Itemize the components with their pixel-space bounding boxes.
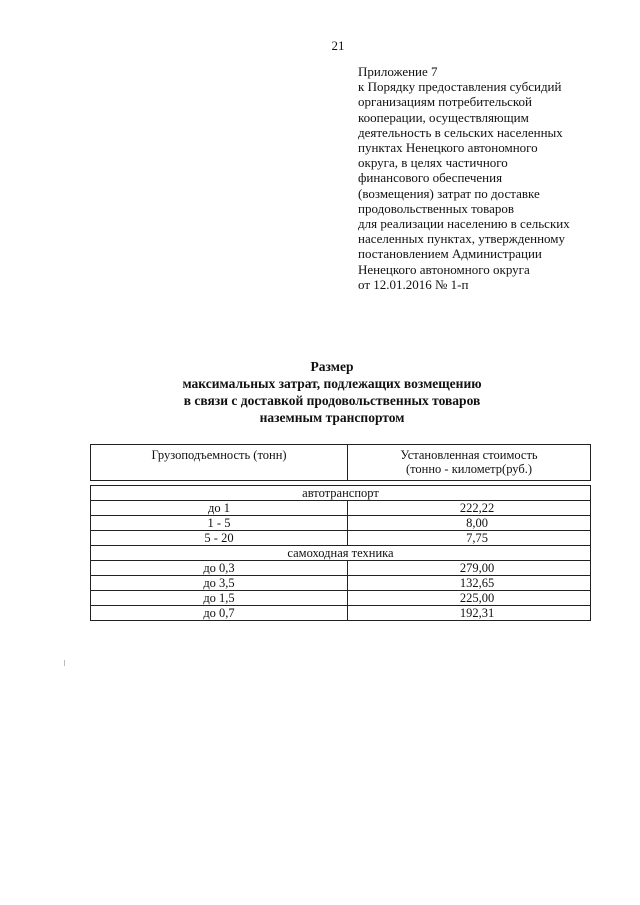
section-row (91, 546, 591, 561)
capacity-cell: 1 - 5 (91, 516, 348, 531)
header-cost-line: (тонно - километр(руб.) (405, 462, 533, 476)
appendix-line: для реализации населению в сельских (358, 216, 570, 232)
appendix-line: организациям потребительской (358, 94, 533, 110)
header-cost (348, 445, 591, 481)
appendix-line: кооперации, осуществляющим (358, 109, 529, 125)
cost-cell: 8,00 (348, 516, 591, 531)
appendix-line: деятельность в сельских населенных (358, 124, 563, 140)
heading-line: в связи с доставкой продовольственных товаров (183, 393, 481, 408)
header-capacity: Грузоподъемность (тонн) (91, 445, 348, 481)
header-cost-line: Установленная стоимость (400, 448, 538, 462)
table-row (91, 591, 591, 606)
capacity-cell: до 3,5 (91, 576, 348, 591)
table-row (91, 576, 591, 591)
appendix-line: от 12.01.2016 № 1-п (358, 276, 469, 292)
cost-cell: 225,00 (348, 591, 591, 606)
cost-cell: 132,65 (348, 576, 591, 591)
cost-cell: 222,22 (348, 501, 591, 516)
capacity-cell: 5 - 20 (91, 531, 348, 546)
table-row (91, 516, 591, 531)
section-row (91, 486, 591, 501)
heading-line: максимальных затрат, подлежащих возмещению (182, 376, 482, 391)
table-row (91, 561, 591, 576)
scan-artifact (64, 660, 65, 666)
appendix-line: (возмещения) затрат по доставке (358, 185, 540, 201)
capacity-cell: до 0,3 (91, 561, 348, 576)
capacity-cell: до 1,5 (91, 591, 348, 606)
table-row (91, 531, 591, 546)
section-label: самоходная техника (91, 546, 591, 561)
document-heading (0, 358, 640, 426)
heading-line: Размер (310, 359, 354, 374)
appendix-block (358, 64, 608, 292)
appendix-line: финансового обеспечения (358, 170, 503, 186)
section-label: автотранспорт (91, 486, 591, 501)
appendix-line: к Порядку предоставления субсидий (358, 79, 562, 95)
appendix-line: Приложение 7 (358, 64, 438, 79)
capacity-cell: до 0,7 (91, 606, 348, 621)
table-row (91, 501, 591, 516)
table-header-row (91, 445, 591, 481)
appendix-line: пунктах Ненецкого автономного (358, 140, 538, 156)
cost-cell: 192,31 (348, 606, 591, 621)
capacity-cell: до 1 (91, 501, 348, 516)
cost-cell: 279,00 (348, 561, 591, 576)
cost-table (90, 444, 591, 621)
table-row (91, 606, 591, 621)
page-number: 21 (331, 38, 345, 53)
appendix-line: округа, в целях частичного (358, 155, 508, 171)
appendix-line: Ненецкого автономного округа (358, 261, 530, 277)
cost-cell: 7,75 (348, 531, 591, 546)
appendix-line: постановлением Администрации (358, 246, 542, 262)
appendix-line: продовольственных товаров (358, 200, 515, 216)
heading-line: наземным транспортом (259, 410, 405, 425)
appendix-line: населенных пунктах, утвержденному (358, 231, 566, 247)
